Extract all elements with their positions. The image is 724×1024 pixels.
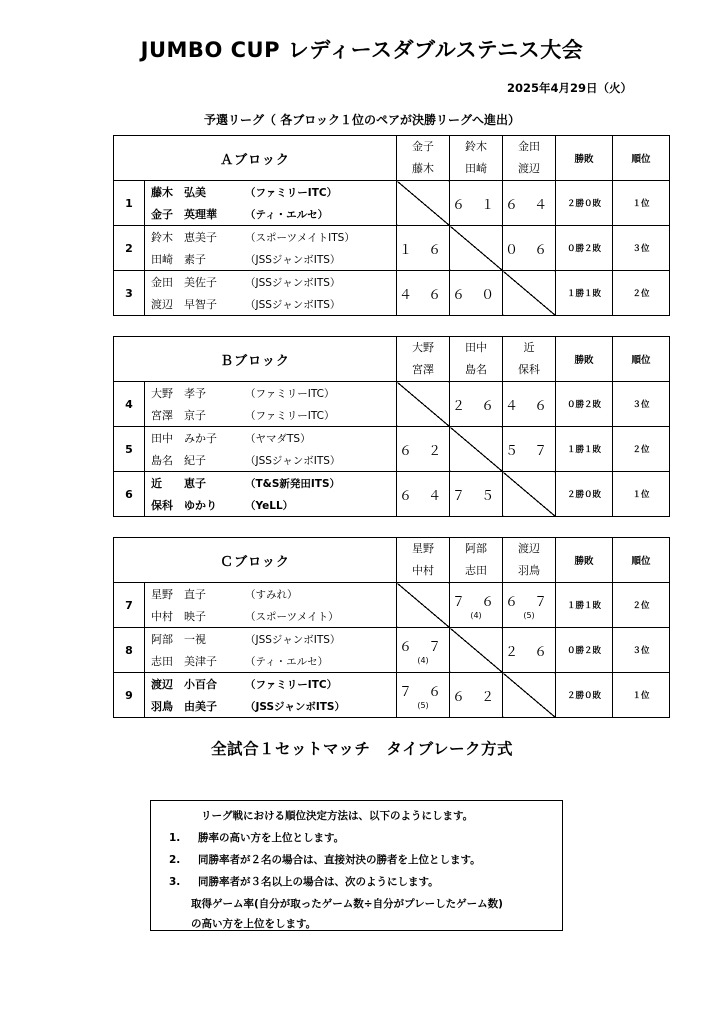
event-date: 2025年4月29日（火）: [506, 81, 632, 95]
match-score: [450, 583, 503, 628]
match-score: [503, 226, 556, 271]
pair-row: [114, 472, 670, 495]
player-name: 宮澤 京子: [151, 409, 206, 422]
pair-row: [114, 628, 670, 651]
player-name: 島名 紀子: [151, 454, 206, 467]
player-club: （ティ・エルセ）: [245, 209, 329, 221]
player-club: （ヤマダTS）: [245, 433, 311, 445]
pair-number: 6: [114, 472, 145, 517]
match-score: [503, 382, 556, 427]
player-2: [145, 203, 397, 226]
self-match-cell: [450, 427, 503, 472]
player-club: （ファミリーITC）: [245, 388, 335, 400]
rule-detail-line-2: の高い方を上位をします。: [191, 918, 317, 930]
win-loss-record: １勝１敗: [556, 427, 613, 472]
player-club: （ティ・エルセ）: [245, 656, 329, 668]
player-1: [145, 427, 397, 450]
player-name: 田中 みか子: [151, 432, 217, 445]
player-club: （スポーツメイトITS）: [245, 232, 355, 244]
league-subtitle: 予選リーグ（ 各ブロック１位のペアが決勝リーグへ進出）: [204, 113, 520, 127]
opponent-name-top: 大野: [397, 337, 450, 360]
rule-item: [169, 852, 481, 867]
block-table-c: [113, 537, 670, 718]
score-value: ４ ６: [398, 287, 448, 303]
player-club: （JSSジャンボITS）: [245, 634, 341, 646]
score-value: ４ ６: [504, 398, 554, 414]
match-score: [450, 673, 503, 718]
match-score: [397, 271, 450, 316]
player-club: （JSSジャンボITS）: [245, 701, 345, 713]
score-value: ６ ２: [451, 689, 501, 705]
opponent-name-bottom: 志田: [450, 560, 503, 583]
match-score: [450, 181, 503, 226]
score-value: ７ ５: [451, 488, 501, 504]
opponent-name-bottom: 渡辺: [503, 158, 556, 181]
pair-number: 2: [114, 226, 145, 271]
opponent-name-bottom: 中村: [397, 560, 450, 583]
opponent-name-top: 金田: [503, 136, 556, 159]
player-name: 星野 直子: [151, 588, 206, 601]
rule-item: [169, 874, 439, 889]
rule-number: 2.: [169, 854, 181, 866]
score-value: ６ ０: [451, 287, 501, 303]
match-score: [397, 673, 450, 718]
tiebreak-score: (4): [470, 610, 482, 620]
player-name: 中村 映子: [151, 610, 206, 623]
player-2: [145, 449, 397, 472]
pair-row: [114, 583, 670, 606]
rank-value: ２位: [613, 271, 670, 316]
rank-header: 順位: [613, 337, 670, 382]
pair-row: [114, 226, 670, 249]
player-name: 金子 英理華: [151, 208, 217, 221]
score-value: ５ ７: [504, 443, 554, 459]
match-score: [503, 583, 556, 628]
win-loss-record: ０勝２敗: [556, 628, 613, 673]
pair-row: [114, 673, 670, 696]
player-name: 藤木 弘美: [151, 186, 206, 199]
opponent-name-top: 鈴木: [450, 136, 503, 159]
result-header: 勝敗: [556, 538, 613, 583]
rule-detail-line-1: 取得ゲーム率(自分が取ったゲーム数÷自分がプレーしたゲーム数): [191, 898, 503, 910]
pair-number: 5: [114, 427, 145, 472]
tiebreak-score: (5): [523, 610, 535, 620]
score-value: ６ ４: [504, 197, 554, 213]
opponent-name-top: 渡辺: [503, 538, 556, 561]
result-header: 勝敗: [556, 337, 613, 382]
rules-heading: リーグ戦における順位決定方法は、以下のようにします。: [201, 810, 474, 822]
score-value: ０ ６: [504, 242, 554, 258]
self-match-cell: [450, 226, 503, 271]
pair-number: 7: [114, 583, 145, 628]
pair-number: 4: [114, 382, 145, 427]
rule-item: [169, 830, 344, 845]
page-title: JUMBO CUP レディースダブルステニス大会: [140, 38, 584, 62]
self-match-cell: [503, 271, 556, 316]
rank-value: ３位: [613, 628, 670, 673]
player-1: [145, 472, 397, 495]
rank-header: 順位: [613, 538, 670, 583]
player-1: [145, 382, 397, 405]
player-name: 田崎 素子: [151, 253, 206, 266]
player-club: （すみれ）: [245, 589, 298, 601]
opponent-name-bottom: 保科: [503, 359, 556, 382]
player-club: （ファミリーITC）: [245, 679, 338, 691]
rank-value: １位: [613, 673, 670, 718]
result-header: 勝敗: [556, 136, 613, 181]
player-club: （JSSジャンボITS）: [245, 455, 341, 467]
block-name: Ａブロック: [114, 136, 397, 181]
player-1: [145, 583, 397, 606]
pair-number: 3: [114, 271, 145, 316]
player-club: （JSSジャンボITS）: [245, 299, 341, 311]
pair-row: [114, 427, 670, 450]
match-score: [397, 427, 450, 472]
score-value: ７ ６: [451, 594, 501, 610]
player-2: [145, 248, 397, 271]
rank-value: ３位: [613, 226, 670, 271]
self-match-cell: [450, 628, 503, 673]
player-club: （YeLL）: [245, 500, 294, 512]
win-loss-record: ２勝０敗: [556, 472, 613, 517]
self-match-cell: [397, 583, 450, 628]
player-club: （T&S新発田ITS）: [245, 478, 341, 490]
match-score: [397, 472, 450, 517]
match-score: [503, 181, 556, 226]
opponent-name-top: 阿部: [450, 538, 503, 561]
pair-row: [114, 271, 670, 294]
player-name: 阿部 一視: [151, 633, 206, 646]
block-table-b: [113, 336, 670, 517]
block-name: Ｃブロック: [114, 538, 397, 583]
player-1: [145, 628, 397, 651]
score-value: ６ ７: [398, 639, 448, 655]
opponent-name-top: 金子: [397, 136, 450, 159]
player-1: [145, 271, 397, 294]
player-2: [145, 404, 397, 427]
block-table-a: [113, 135, 670, 316]
player-name: 羽鳥 由美子: [151, 700, 217, 713]
player-name: 大野 孝予: [151, 387, 206, 400]
tiebreak-score: (4): [417, 655, 429, 665]
score-value: ６ ７: [504, 594, 554, 610]
score-value: ２ ６: [504, 644, 554, 660]
match-format: 全試合１セットマッチ タイブレーク方式: [211, 740, 513, 758]
player-name: 金田 美佐子: [151, 276, 217, 289]
player-name: 渡辺 早智子: [151, 298, 217, 311]
pair-row: [114, 382, 670, 405]
rank-value: ２位: [613, 427, 670, 472]
pair-number: 1: [114, 181, 145, 226]
match-score: [450, 382, 503, 427]
match-score: [397, 226, 450, 271]
player-name: 渡辺 小百合: [151, 678, 217, 691]
player-name: 近 恵子: [151, 477, 206, 490]
player-2: [145, 293, 397, 316]
win-loss-record: １勝１敗: [556, 583, 613, 628]
player-2: [145, 494, 397, 517]
rank-value: １位: [613, 181, 670, 226]
rule-text: 同勝率者が２名の場合は、直接対決の勝者を上位とします。: [197, 854, 481, 866]
rank-value: ２位: [613, 583, 670, 628]
self-match-cell: [503, 472, 556, 517]
rule-number: 1.: [169, 832, 181, 844]
win-loss-record: １勝１敗: [556, 271, 613, 316]
win-loss-record: ０勝２敗: [556, 382, 613, 427]
win-loss-record: ２勝０敗: [556, 673, 613, 718]
self-match-cell: [397, 181, 450, 226]
score-value: ２ ６: [451, 398, 501, 414]
self-match-cell: [503, 673, 556, 718]
opponent-name-bottom: 宮澤: [397, 359, 450, 382]
win-loss-record: ０勝２敗: [556, 226, 613, 271]
player-club: （ファミリーITC）: [245, 410, 335, 422]
match-score: [503, 628, 556, 673]
tiebreak-score: (5): [417, 700, 429, 710]
player-2: [145, 695, 397, 718]
player-club: （ファミリーITC）: [245, 187, 338, 199]
ranking-rules-box: [150, 800, 563, 931]
pair-row: [114, 181, 670, 204]
opponent-name-bottom: 羽鳥: [503, 560, 556, 583]
score-value: ６ １: [451, 197, 501, 213]
block-name: Ｂブロック: [114, 337, 397, 382]
rule-text: 同勝率者が３名以上の場合は、次のようにします。: [197, 876, 439, 888]
player-name: 志田 美津子: [151, 655, 217, 668]
opponent-name-bottom: 田崎: [450, 158, 503, 181]
opponent-name-top: 田中: [450, 337, 503, 360]
win-loss-record: ２勝０敗: [556, 181, 613, 226]
player-1: [145, 181, 397, 204]
score-value: １ ６: [398, 242, 448, 258]
player-name: 鈴木 恵美子: [151, 231, 217, 244]
match-score: [397, 628, 450, 673]
opponent-name-top: 星野: [397, 538, 450, 561]
opponent-name-bottom: 島名: [450, 359, 503, 382]
score-value: ７ ６: [398, 684, 448, 700]
player-1: [145, 673, 397, 696]
self-match-cell: [397, 382, 450, 427]
rank-value: １位: [613, 472, 670, 517]
match-score: [450, 472, 503, 517]
player-club: （JSSジャンボITS）: [245, 277, 341, 289]
score-value: ６ ４: [398, 488, 448, 504]
match-score: [503, 427, 556, 472]
rank-header: 順位: [613, 136, 670, 181]
player-club: （スポーツメイト）: [245, 611, 339, 623]
player-2: [145, 605, 397, 628]
player-2: [145, 650, 397, 673]
rule-number: 3.: [169, 876, 181, 888]
player-name: 保科 ゆかり: [151, 499, 217, 512]
opponent-name-top: 近: [503, 337, 556, 360]
player-club: （JSSジャンボITS）: [245, 254, 341, 266]
match-score: [450, 271, 503, 316]
rule-text: 勝率の高い方を上位とします。: [197, 832, 345, 844]
pair-number: 9: [114, 673, 145, 718]
pair-number: 8: [114, 628, 145, 673]
rank-value: ３位: [613, 382, 670, 427]
player-1: [145, 226, 397, 249]
score-value: ６ ２: [398, 443, 448, 459]
opponent-name-bottom: 藤木: [397, 158, 450, 181]
